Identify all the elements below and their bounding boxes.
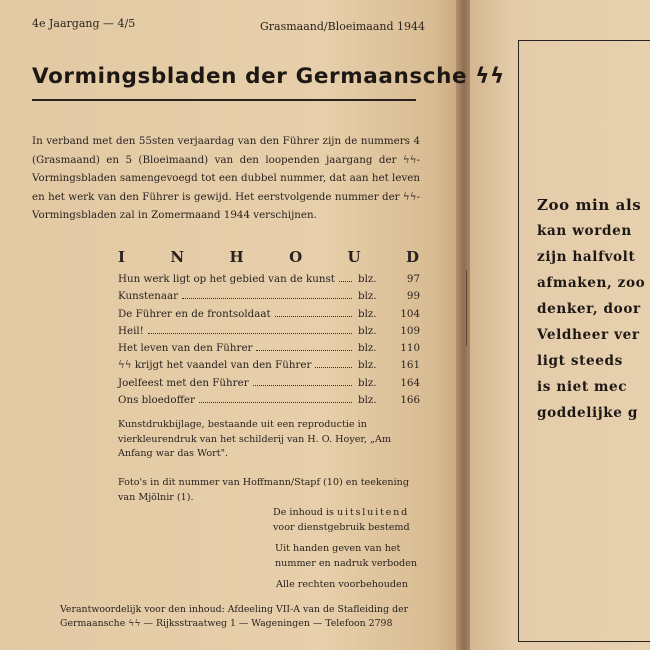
- distribution-line: Uit handen geven van het: [275, 543, 401, 554]
- contents-item-page: 99: [406, 290, 420, 303]
- contents-item-page: 104: [400, 307, 420, 320]
- contents-item-title: Kunstenaar: [118, 290, 179, 303]
- contents-item: [118, 308, 420, 325]
- leader-dots: [339, 281, 352, 282]
- leader-dots: [275, 316, 352, 317]
- leader-dots: [315, 367, 352, 368]
- right-page-line: kan worden: [537, 223, 632, 239]
- leader-dots: [199, 402, 352, 403]
- publisher-footer: [60, 603, 420, 631]
- contents-heading-letter: I: [118, 248, 127, 266]
- contents-item-title: Het leven van den Führer: [118, 342, 253, 355]
- service-use-text: De inhoud is: [273, 507, 334, 518]
- footer-line: Verantwoordelijk voor den inhoud: Afdeeling VII-A van de Stafleiding der: [60, 604, 409, 615]
- page-title: Vormingsbladen der Germaansche ϟϟ: [32, 64, 505, 89]
- contents-item-page: 164: [400, 376, 420, 389]
- contents-item: [118, 377, 420, 394]
- photo-credits-note: Foto's in dit nummer van Hoffmann/Stapf (10) en teekening van Mjölnir (1).: [118, 477, 409, 503]
- contents-item-blz: blz.: [358, 359, 377, 372]
- right-page-line: ligt steeds: [537, 353, 623, 369]
- contents-item-title: Joelfeest met den Führer: [118, 376, 249, 389]
- right-page-line: Zoo min als: [537, 196, 642, 214]
- contents-item-title: De Führer en de frontsoldaat: [118, 307, 271, 320]
- contents-item-blz: blz.: [358, 342, 377, 355]
- art-supplement-note: Kunstdrukbijlage, bestaande uit een reproductie in vierkleurendruk van het schilderij van H. O. Hoyer, „Am Anfang war das Wort".: [118, 419, 392, 459]
- service-use-line: voor dienstgebruik bestemd: [273, 521, 410, 533]
- leader-dots: [148, 333, 352, 334]
- service-use-emphasis: uitsluitend: [337, 507, 410, 518]
- contents-item-page: 166: [400, 394, 420, 407]
- intro-paragraph: In verband met den 55sten verjaardag van den Führer zijn de nummers 4 (Grasmaand) en 5 (Bloeimaand) van den loopenden jaargang der ϟϟ-Vormingsbladen samengevoegd tot een dubbel nummer, dat aan het leven en het werk van den Führer is gewijd. Het eerstvolgende nummer der ϟϟ-Vormingsbladen zal in Zomermaand 1944 verschijnen.: [32, 135, 420, 222]
- contents-item: [118, 290, 420, 307]
- issue-number: 4e Jaargang — 4/5: [32, 17, 136, 30]
- contents-side-rule: [466, 270, 467, 346]
- contents-item-page: 110: [400, 342, 420, 355]
- contents-heading-letter: D: [405, 248, 420, 266]
- contents-item-blz: blz.: [358, 273, 377, 285]
- service-use-line: [273, 506, 423, 521]
- contents-heading-letter: O: [289, 248, 304, 266]
- right-page-line: zijn halfvolt: [537, 249, 636, 265]
- title-rule: [32, 99, 416, 101]
- leader-dots: [182, 298, 352, 299]
- rights-notice: Alle rechten voorbehouden: [276, 579, 408, 590]
- contents-item: [118, 359, 420, 376]
- leader-dots: [253, 385, 352, 386]
- service-use-notice: [273, 506, 423, 535]
- contents-item-page: 161: [400, 359, 420, 372]
- right-page-line: Veldheer ver: [537, 327, 640, 343]
- distribution-notice: [275, 542, 423, 571]
- contents-item: [118, 325, 420, 342]
- right-page-line: goddelijke g: [537, 405, 638, 421]
- contents-item-title: ϟϟ krijgt het vaandel van den Führer: [118, 359, 312, 372]
- contents-item-title: Heil!: [118, 324, 144, 337]
- contents-item-blz: blz.: [358, 394, 377, 407]
- right-page-line: is niet mec: [537, 379, 628, 395]
- right-page-line: afmaken, zoo: [537, 275, 646, 291]
- issue-date: Grasmaand/Bloeimaand 1944: [260, 20, 426, 33]
- contents-item-page: 109: [400, 324, 420, 337]
- contents-item-title: Ons bloedoffer: [118, 394, 195, 407]
- contents-heading-letter: U: [347, 248, 362, 266]
- right-page-line: denker, door: [537, 301, 641, 317]
- contents-list: [118, 273, 420, 411]
- contents-heading-letter: H: [229, 248, 245, 266]
- contents-item-blz: blz.: [358, 307, 377, 320]
- contents-item-blz: blz.: [358, 324, 377, 337]
- contents-item: [118, 342, 420, 359]
- contents-item-page: 97: [406, 273, 420, 285]
- contents-item-blz: blz.: [358, 376, 377, 389]
- footer-line: Germaansche ϟϟ — Rijksstraatweg 1 — Wageningen — Telefoon 2798: [60, 618, 393, 629]
- leader-dots: [256, 350, 352, 351]
- distribution-line: nummer en nadruk verboden: [275, 557, 418, 569]
- contents-item: [118, 394, 420, 411]
- contents-item: [118, 273, 420, 290]
- contents-heading-letter: N: [170, 248, 186, 266]
- contents-heading: [118, 248, 420, 266]
- contents-item-title: Hun werk ligt op het gebied van de kunst: [118, 273, 335, 285]
- contents-item-blz: blz.: [358, 290, 377, 303]
